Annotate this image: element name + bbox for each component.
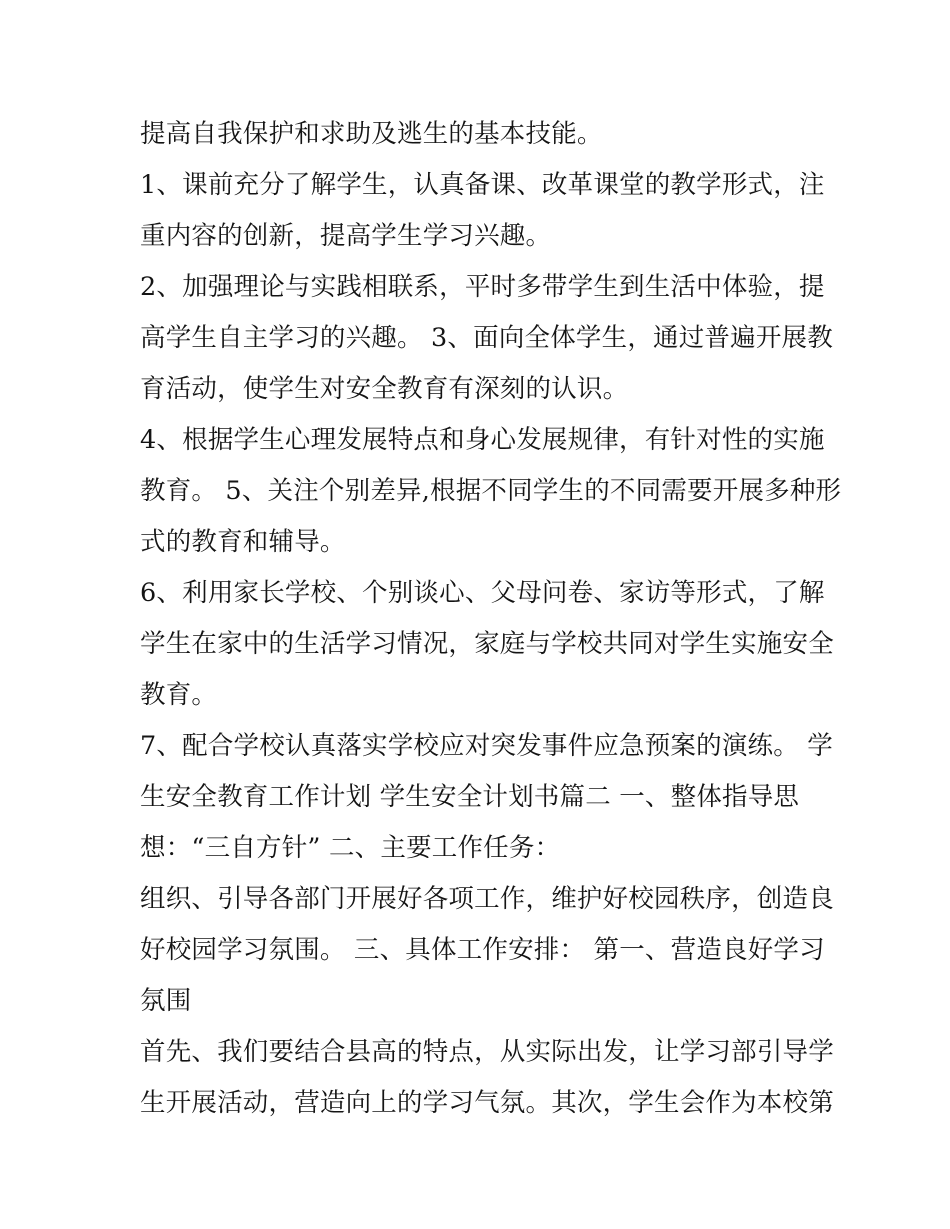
text-line: 2、加强理论与实践相联系，平时多带学生到生活中体验，提 — [140, 272, 825, 302]
text-line: 1、课前充分了解学生，认真备课、改革课堂的教学形式，注 — [140, 170, 825, 200]
text-line: 氛围 — [140, 986, 192, 1016]
text-line: 提高自我保护和求助及逃生的基本技能。 — [140, 119, 603, 149]
text-line: 好校园学习氛围。 三、具体工作安排： 第一、营造良好学习 — [140, 935, 825, 965]
text-line: 4、根据学生心理发展特点和身心发展规律，有针对性的实施 — [140, 425, 825, 455]
text-line: 式的教育和辅导。 — [140, 527, 346, 557]
text-line: 7、配合学校认真落实学校应对突发事件应急预案的演练。 学 — [140, 731, 833, 761]
document-body — [140, 109, 842, 1129]
text-line: 想：“三自方针” 二、主要工作任务： — [140, 833, 561, 863]
text-line: 组织、引导各部门开展好各项工作，维护好校园秩序，创造良 — [140, 884, 834, 914]
text-line: 首先、我们要结合县高的特点，从实际出发，让学习部引导学 — [140, 1037, 834, 1067]
text-line: 学生在家中的生活学习情况，家庭与学校共同对学生实施安全 — [140, 629, 834, 659]
text-line: 重内容的创新，提高学生学习兴趣。 — [140, 221, 552, 251]
text-line: 生开展活动，营造向上的学习气氛。其次，学生会作为本校第 — [140, 1088, 834, 1118]
text-line: 高学生自主学习的兴趣。 3、面向全体学生，通过普遍开展教 — [140, 323, 833, 353]
text-line: 6、利用家长学校、个别谈心、父母问卷、家访等形式，了解 — [140, 578, 825, 608]
text-line: 教育。 — [140, 680, 218, 710]
text-line: 教育。 5、关注个别差异,根据不同学生的不同需要开展多种形 — [140, 476, 842, 506]
text-line: 育活动，使学生对安全教育有深刻的认识。 — [140, 374, 629, 404]
text-line: 生安全教育工作计划 学生安全计划书篇二 一、整体指导思 — [140, 782, 800, 812]
